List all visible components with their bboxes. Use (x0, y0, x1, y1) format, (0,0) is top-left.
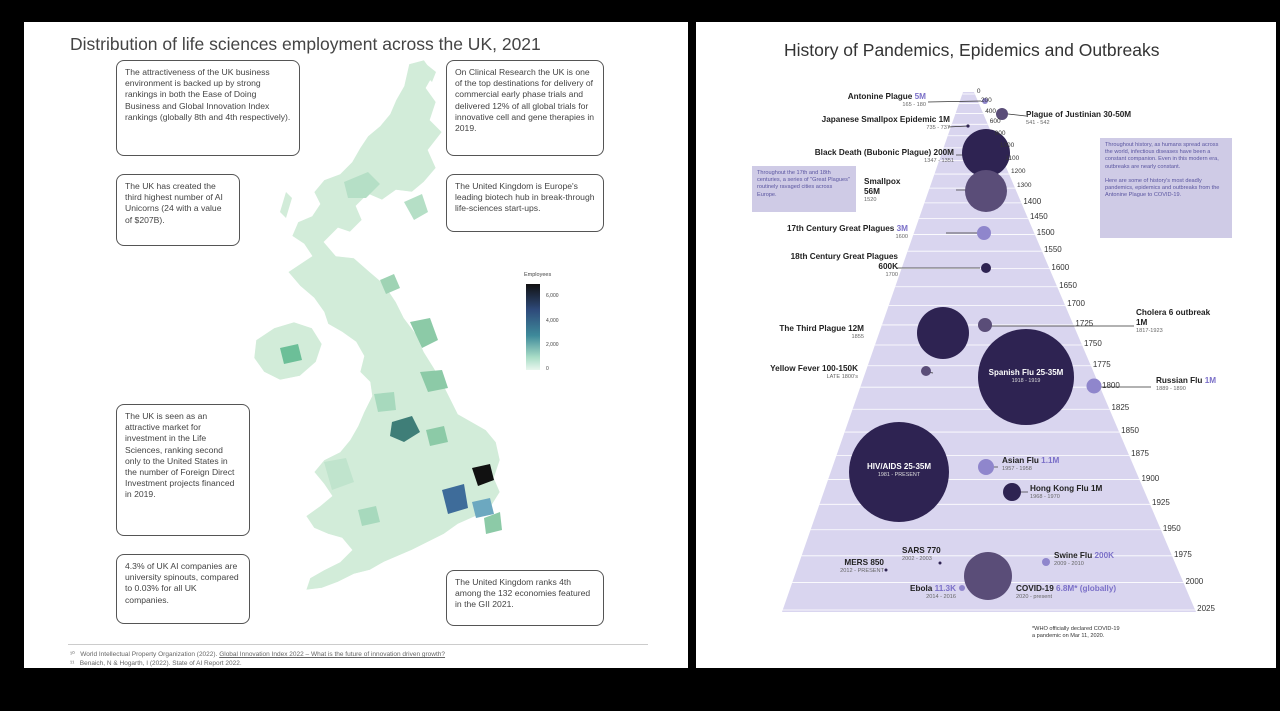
timeline-graphic (696, 22, 1276, 668)
year-label: 1925 (1152, 498, 1170, 508)
year-label: 1750 (1084, 339, 1102, 348)
note-great-plagues: Throughout the 17th and 18th centuries, a series of "Great Plagues" routinely ravaged cities across Europe. (752, 166, 856, 212)
label-russian-flu: Russian Flu 1M 1889 - 1890 (1156, 376, 1217, 392)
uk-employment-slide (24, 22, 688, 668)
year-label: 1550 (1043, 245, 1062, 255)
footnote-link[interactable]: Global Innovation Index 2022 – What is the future of innovation driven growth? (219, 651, 446, 658)
year-label: 800 (994, 129, 1006, 137)
label-hong-kong-flu: Hong Kong Flu 1M 1968 - 1970 (1030, 484, 1103, 500)
year-label: 1825 (1111, 403, 1130, 413)
legend-tick: 0 (546, 366, 549, 372)
label-covid-19: COVID-19 6.8M* (globally) 2020 - present (1016, 584, 1117, 600)
year-label: 1850 (1121, 426, 1139, 436)
footnote-10 (70, 650, 445, 658)
circle-swine-flu (1042, 558, 1050, 566)
slide-title: History of Pandemics, Epidemics and Outbreaks (784, 40, 1160, 60)
label-yellow-fever: Yellow Fever 100-150K LATE 1800's (770, 364, 858, 380)
callout-clinical-research: On Clinical Research the UK is one of the top destinations for delivery of commercial early phase trials and delivered 12% of all global trials for innovative cell and gene therapies in 2019. (446, 60, 604, 156)
year-label: 1975 (1174, 549, 1192, 559)
label-sars: SARS 770 2002 - 2003 (902, 546, 941, 562)
label-18th-plagues: 18th Century Great Plagues 600K 1700 (790, 252, 898, 278)
legend-tick: 6,000 (546, 293, 559, 299)
label-black-death: Black Death (Bubonic Plague) 200M 1347 - 1351 (814, 148, 954, 164)
year-label: 1200 (1011, 168, 1026, 176)
who-footnote: *WHO officially declared COVID-19 a pandemic on Mar 11, 2020. (1032, 626, 1120, 639)
circle-ebola (959, 585, 965, 591)
year-label: 200 (980, 97, 992, 105)
circle-17th-plagues (977, 226, 991, 240)
footnote-11 (70, 660, 242, 668)
year-label: 1300 (1017, 182, 1032, 190)
circle-russian-flu (1087, 379, 1102, 394)
region-grampian (404, 194, 428, 220)
legend-tick: 4,000 (546, 318, 559, 324)
callout-business-environment: The attractiveness of the UK business environment is backed up by strong rankings in both the Ease of Doing Business and Global Innovation Index rankings (globally 8th and 4th respectively). (116, 60, 300, 156)
footnote-source: Benaich, N & Hogarth, I (2022). State of AI Report 2022. (79, 660, 242, 667)
legend-title: Employees (524, 272, 552, 278)
label-17th-plagues: 17th Century Great Plagues 3M 1600 (786, 224, 908, 240)
year-label: 1450 (1029, 212, 1048, 222)
year-label: 2000 (1185, 576, 1204, 586)
year-label: 1700 (1067, 299, 1085, 309)
label-asian-flu: Asian Flu 1.1M 1957 - 1958 (1002, 456, 1060, 472)
label-cholera: Cholera 6 outbreak 1M 1817-1923 (1136, 308, 1211, 334)
label-mers: MERS 850 2012 - PRESENT (840, 558, 884, 574)
callout-gii: The United Kingdom ranks 4th among the 132 economies featured in the GII 2021. (446, 570, 604, 626)
year-label: 1900 (1141, 473, 1160, 483)
callout-ai-unicorns: The UK has created the third highest number of AI Unicorns (24 with a value of $207B). (116, 174, 240, 246)
legend-color-scale (526, 284, 540, 370)
year-label: 1875 (1131, 449, 1149, 459)
callout-fdi: The UK is seen as an attractive market for investment in the Life Sciences, ranking second only to the United States in the number of Foreign Direct Investment projects financed in 2019. (116, 404, 250, 536)
year-label: 1950 (1162, 523, 1181, 533)
circle-cholera (978, 318, 992, 332)
year-label: 600 (989, 118, 1001, 126)
year-label: 1650 (1059, 280, 1077, 290)
label-smallpox: Smallpox 56M 1520 (864, 177, 901, 203)
label-antonine-plague: Antonine Plague 5M 165 - 180 (847, 92, 926, 108)
year-label: 0 (976, 88, 981, 95)
year-label: 1400 (1023, 196, 1042, 206)
footnote-marker: ¹⁰ (70, 651, 75, 658)
circle-covid (964, 552, 1012, 600)
callout-biotech-hub: The United Kingdom is Europe's leading biotech hub in break-through life-sciences start-ups. (446, 174, 604, 232)
callout-spinouts: 4.3% of UK AI companies are university spinouts, compared to 0.03% for all UK companies. (116, 554, 250, 624)
spanish-flu-inner-label: Spanish Flu 25-35M 1918 - 1919 (988, 368, 1064, 384)
circle-asian-flu (978, 459, 994, 475)
label-swine-flu: Swine Flu 200K 2009 - 2010 (1054, 551, 1115, 567)
label-third-plague: The Third Plague 12M 1855 (779, 324, 864, 340)
legend-tick: 2,000 (546, 342, 559, 348)
note-history: Throughout history, as humans spread across the world, infectious diseases have been a constant companion. Even in this modern era, outbreaks are nearly constant. Here are some of history's most deadly pandemics, epidemics and outbreaks from the Antonine Plague to COVID-19. (1100, 138, 1232, 238)
year-label: 1100 (1005, 154, 1020, 162)
year-label: 1800 (1102, 381, 1120, 391)
label-japanese-smallpox: Japanese Smallpox Epidemic 1M 735 - 737 (821, 115, 950, 131)
hiv-aids-inner-label: HIV/AIDS 25-35M 1981 - PRESENT (866, 462, 932, 478)
circle-hong-kong-flu (1003, 483, 1021, 501)
year-label: 2025 (1197, 604, 1215, 613)
hebrides (280, 192, 292, 218)
year-label: 400 (985, 107, 997, 115)
label-ebola: Ebola 11.3K 2014 - 2016 (910, 584, 956, 600)
year-label: 1600 (1051, 262, 1070, 272)
year-label: 1725 (1075, 318, 1094, 328)
footnote-source: World Intellectual Property Organization (2022). (80, 651, 218, 658)
circle-third-plague (917, 307, 969, 359)
circle-mers (885, 569, 888, 572)
year-label: 1500 (1036, 228, 1055, 238)
pandemics-slide (696, 22, 1276, 668)
circle-yellow-fever (921, 366, 931, 376)
year-label: 1000 (999, 141, 1015, 149)
circle-japanese-smallpox (966, 124, 969, 127)
label-justinian: Plague of Justinian 30-50M 541 - 542 (1026, 110, 1132, 126)
year-label: 1775 (1092, 359, 1111, 369)
footer-divider (68, 644, 648, 645)
circle-18th-plagues (981, 263, 991, 273)
footnote-marker: ¹¹ (70, 660, 75, 667)
slide-title: Distribution of life sciences employment across the UK, 2021 (70, 34, 541, 54)
circle-smallpox (965, 170, 1007, 212)
